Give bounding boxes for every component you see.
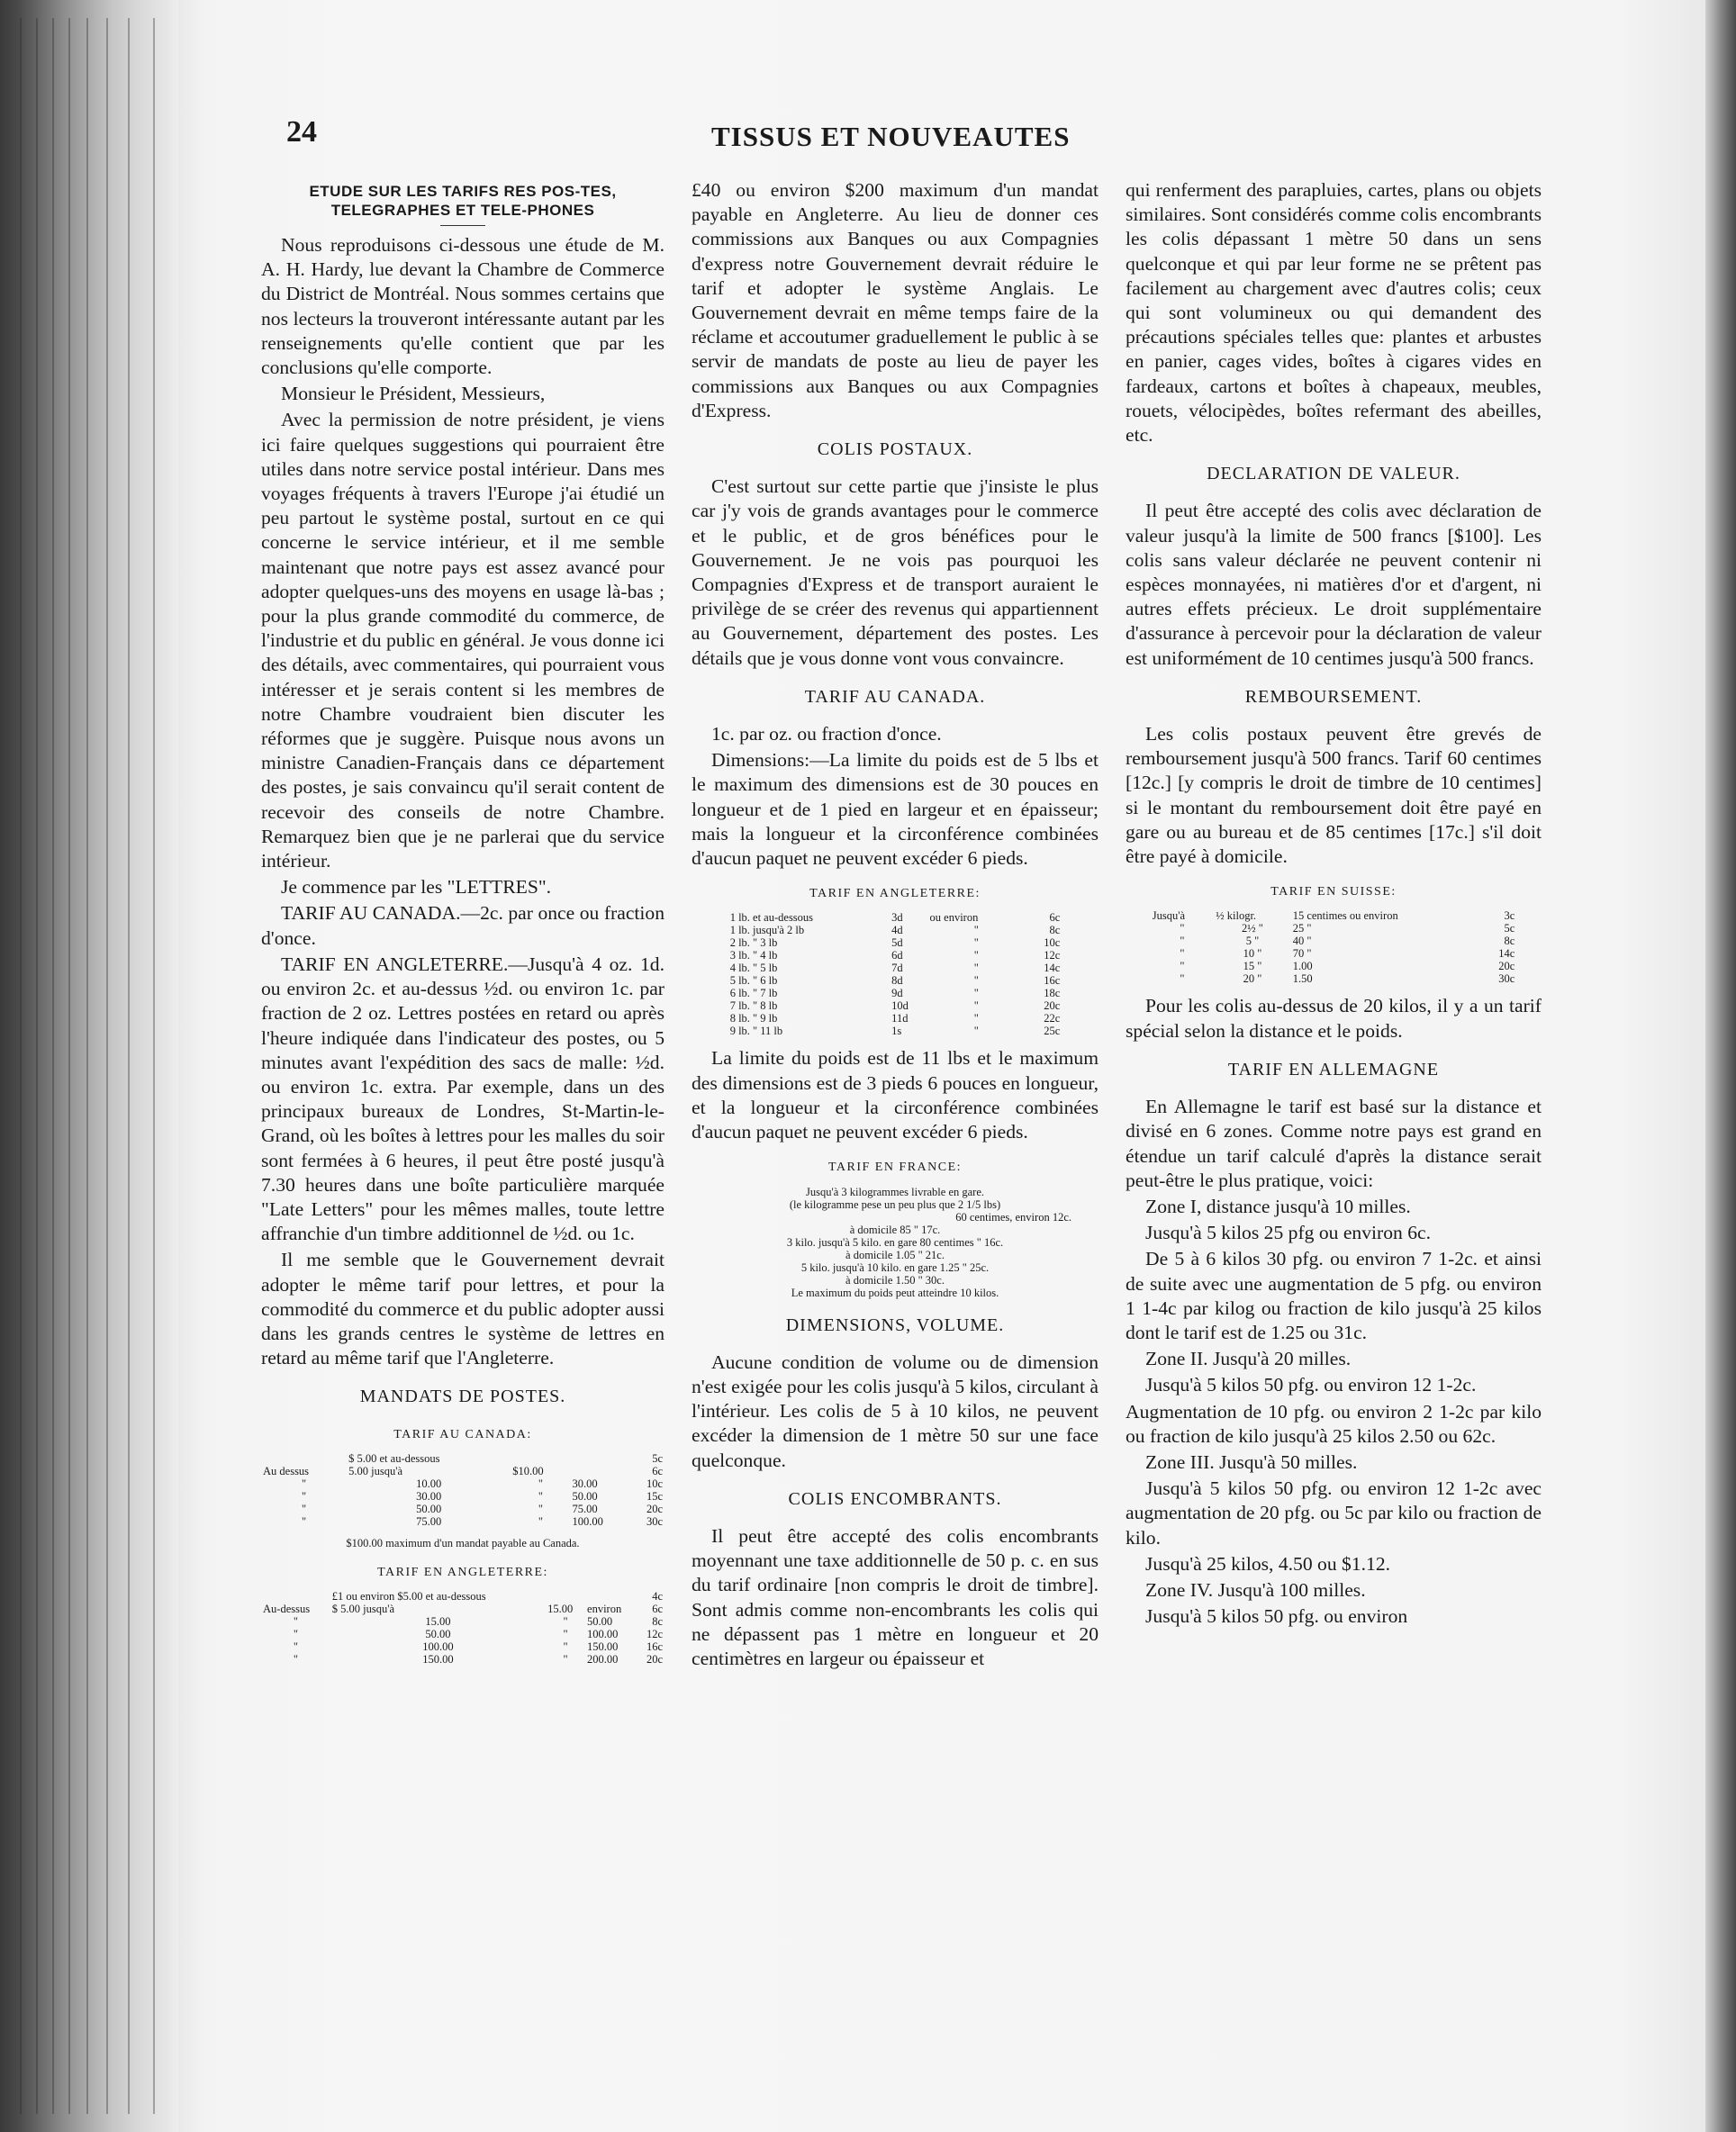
book-page-edges bbox=[0, 0, 180, 2132]
table-cell: 25c bbox=[1044, 1025, 1061, 1038]
paragraph: Jusqu'à 5 kilos 50 pfg. ou environ 12 1-2c avec augmentation de 20 pfg. ou 5c par kilo ou fraction de kilo. bbox=[1126, 1477, 1542, 1549]
paragraph: En Allemagne le tarif est basé sur la distance et divisé en 6 zones. Comme notre pays est grand en étendue un tarif calculé d'après la distance serait peut-être le plus pratique, voici: bbox=[1126, 1096, 1542, 1191]
paragraph: Monsieur le Président, Messieurs, bbox=[281, 383, 546, 405]
paragraph: Jusqu'à 5 kilos 50 pfg. ou environ bbox=[1145, 1605, 1408, 1628]
table-cell: " bbox=[538, 1477, 543, 1490]
table-cell: " bbox=[1180, 960, 1185, 973]
paragraph: Jusqu'à 5 kilos 25 pfg ou environ 6c. bbox=[1145, 1222, 1431, 1244]
colis-angleterre-table bbox=[728, 911, 1062, 1037]
table-cell: 14c bbox=[1498, 947, 1515, 961]
table-cell: " bbox=[302, 1477, 307, 1490]
table-cell: 3d bbox=[891, 911, 903, 925]
table-cell bbox=[571, 1465, 630, 1477]
table-row bbox=[261, 1503, 665, 1515]
page-number: 24 bbox=[286, 115, 317, 149]
mandats-canada-table bbox=[261, 1452, 665, 1528]
table-cell: 6c bbox=[652, 1602, 663, 1615]
table-cell: 5d bbox=[891, 936, 903, 950]
table-row bbox=[1151, 972, 1517, 985]
paragraph: Zone II. Jusqu'à 20 milles. bbox=[1145, 1348, 1352, 1370]
table-cell: 10c bbox=[646, 1477, 663, 1490]
table-cell: 15 " bbox=[1243, 960, 1262, 973]
paragraph: Il peut être accepté des colis avec déclaration de valeur jusqu'à la limite de 500 francs [$100]. Les colis sans valeur déclarée ne peuvent contenir ni espèces monnayées, ni matières d'or et d'argent, ni autres effets précieux. Le droit supplémentaire d'assurance à percevoir pour la déclaration de valeur est uniformément de 10 centimes jusqu'à 500 francs. bbox=[1126, 500, 1542, 669]
table-cell: 1s bbox=[891, 1025, 902, 1038]
table-cell: " bbox=[293, 1614, 298, 1628]
table-row bbox=[728, 962, 1062, 974]
paragraph: Zone III. Jusqu'à 50 milles. bbox=[1145, 1450, 1358, 1473]
table-cell: ou environ bbox=[929, 911, 979, 925]
section-heading-colis: COLIS POSTAUX. bbox=[817, 439, 973, 460]
table-cell: " bbox=[973, 1012, 979, 1025]
paragraph: £40 ou environ $200 maximum d'un mandat payable en Angleterre. Au lieu de donner ces commissions aux Banques ou aux Compagnies d'express notre Gouvernement devrait réduire le tarif et adopter le système Anglais. Le Gouvernement devrait en même temps faire de la réclame et accoutumer graduellement le public à se servir de mandats de poste au lieu de payer les commissions aux Banques ou aux Compagnies d'Express. bbox=[692, 179, 1099, 421]
paragraph: Avec la permission de notre président, je viens ici faire quelques suggestions qui pourraient être utiles dans notre service postal intérieur. Dans mes voyages fréquents à travers l'Europe j'ai étudié un peu partout le système postal, surtout en ce qui concerne le service intérieur, et il me semble maintenant que notre pays est assez avancé pour adopter quelques-uns des moyens en usage là-bas ; pour la plus grande commodité du commerce, de l'industrie et du public en général. Je vous donne ici des détails, avec commentaires, qui pourraient vous intéresser et je serais content si les membres de notre Chambre voudraient bien discuter les réformes que je suggère. Puisque nous avons un ministre Canadien-Français dans ce département des postes, je sais convaincu qu'il serait content de recevoir des conseils de notre Chambre. Remarquez bien que je ne parlerai que du service intérieur. bbox=[261, 409, 665, 872]
table-cell: " bbox=[1180, 922, 1185, 935]
france-rate-table bbox=[692, 1186, 1099, 1299]
section-heading-canada: TARIF AU CANADA. bbox=[804, 686, 986, 707]
table-cell: " bbox=[293, 1627, 298, 1640]
table-row bbox=[728, 1025, 1062, 1037]
table-cell: £1 ou environ $5.00 et au-dessous bbox=[331, 1589, 486, 1603]
table-row bbox=[261, 1653, 665, 1666]
table-cell: " bbox=[973, 949, 979, 962]
table-cell: environ bbox=[587, 1602, 622, 1615]
table-cell: 4 lb. " 5 lb bbox=[729, 962, 778, 975]
table-row bbox=[728, 936, 1062, 949]
table-cell: 1.00 bbox=[1292, 960, 1313, 973]
table-cell: 8c bbox=[1504, 935, 1515, 948]
table-cell: 11d bbox=[891, 1012, 909, 1025]
paragraph: Les colis postaux peuvent être grevés de remboursement jusqu'à 500 francs. Tarif 60 centimes [12c.] [y compris le droit de timbre de 10 centimes] si le montant du remboursement doit être payé en gare ou au bureau et de 85 centimes [17c.] s'il doit être payé à domicile. bbox=[1126, 723, 1542, 868]
table-cell: 20 " bbox=[1243, 972, 1262, 986]
paragraph: Jusqu'à 25 kilos, 4.50 ou $1.12. bbox=[1145, 1552, 1391, 1575]
table-row bbox=[261, 1515, 665, 1528]
table-cell: 16c bbox=[1044, 974, 1061, 988]
table-row bbox=[728, 974, 1062, 987]
paragraph: Je commence par les "LETTRES". bbox=[281, 876, 552, 899]
table-cell: " bbox=[973, 924, 979, 937]
table-cell: 7d bbox=[891, 962, 903, 975]
paragraph: Pour les colis au-dessus de 20 kilos, il y a un tarif spécial selon la distance et le poids. bbox=[1126, 995, 1542, 1042]
table-cell: 70 " bbox=[1292, 947, 1312, 961]
table-row bbox=[1151, 922, 1517, 935]
table-cell: 16c bbox=[646, 1640, 663, 1653]
table-title-suisse: TARIF EN SUISSE: bbox=[1270, 885, 1397, 899]
table-cell: $ 5.00 et au-dessous bbox=[348, 1451, 440, 1465]
table-cell: 9d bbox=[891, 987, 903, 1000]
table-cell: 8c bbox=[1049, 924, 1061, 937]
paragraph: qui renferment des parapluies, cartes, plans ou objets similaires. Sont considérés comme colis encombrants les colis dépassant 1 mètre 50 dans un sens quelconque et qui par leur forme ne se prêtent pas facilement au chargement avec d'autres colis; ceux qui sont volumineux ou qui demandent des précautions spéciales telles que: plantes et arbustes en panier, cages vides, boîtes à cigares vides en fardeaux, cartons et boîtes à chapeaux, meubles, rouets, vélocipèdes, boîtes refermant des abeilles, etc. bbox=[1126, 179, 1542, 447]
table-cell: 5.00 jusqu'à bbox=[348, 1464, 403, 1477]
table-cell: 12c bbox=[646, 1627, 663, 1640]
table-cell: Au-dessus bbox=[263, 1602, 311, 1615]
table-cell: 4d bbox=[891, 924, 903, 937]
table-cell: 4c bbox=[652, 1589, 663, 1603]
table-row bbox=[728, 949, 1062, 962]
table-cell: 2 lb. " 3 lb bbox=[729, 936, 778, 950]
paragraph: 1c. par oz. ou fraction d'once. bbox=[711, 723, 942, 745]
table-cell: " bbox=[563, 1652, 568, 1666]
paragraph: Augmentation de 10 pfg. ou environ 2 1-2c par kilo ou fraction de kilo jusqu'à 25 kilos 2.50 ou 62c. bbox=[1126, 1400, 1542, 1447]
table-row bbox=[261, 1452, 665, 1465]
table-row bbox=[728, 999, 1062, 1012]
table-row bbox=[728, 987, 1062, 999]
table-cell: 15c bbox=[646, 1489, 663, 1503]
table-cell: 8c bbox=[652, 1614, 663, 1628]
column-2 bbox=[692, 178, 1099, 1673]
table-cell: 100.00 bbox=[572, 1514, 603, 1528]
table-cell: 5c bbox=[652, 1451, 663, 1465]
table-cell: 150.00 bbox=[587, 1640, 619, 1653]
table-cell: 6c bbox=[1049, 911, 1061, 925]
article-title: ETUDE SUR LES TARIFS RES POS-TES, TELEGRAPHES ET TELE-PHONES bbox=[309, 183, 617, 219]
table-cell: Au dessus bbox=[263, 1464, 310, 1477]
table-row: Jusqu'à 3 kilogrammes livrable en gare. bbox=[805, 1185, 985, 1198]
table-cell: " bbox=[538, 1502, 543, 1515]
table-cell: " bbox=[973, 1025, 979, 1038]
table-cell bbox=[261, 1590, 330, 1603]
table-cell: $10.00 bbox=[512, 1464, 544, 1477]
table-row bbox=[261, 1477, 665, 1490]
table-cell: 5 lb. " 6 lb bbox=[729, 974, 778, 988]
table-row bbox=[1151, 935, 1517, 947]
table-cell: 15.00 bbox=[547, 1602, 574, 1615]
table-cell: 2½ " bbox=[1242, 922, 1263, 935]
table-cell: " bbox=[563, 1640, 568, 1653]
table-cell: 15.00 bbox=[425, 1614, 451, 1628]
table-cell: 30.00 bbox=[572, 1477, 598, 1490]
table-cell bbox=[261, 1452, 347, 1465]
table-row bbox=[1151, 947, 1517, 960]
table-cell: " bbox=[1180, 947, 1185, 961]
table-row: 60 centimes, environ 12c. bbox=[955, 1210, 1071, 1224]
table-cell: 50.00 bbox=[416, 1502, 442, 1515]
table-cell: 20c bbox=[646, 1652, 663, 1666]
table-row: à domicile 1.50 " 30c. bbox=[845, 1273, 945, 1287]
table-cell: Jusqu'à bbox=[1152, 909, 1185, 923]
table-cell: 18c bbox=[1044, 987, 1061, 1000]
paragraph: De 5 à 6 kilos 30 pfg. ou environ 7 1-2c. et ainsi de suite avec une augmentation de 5 pfg. ou environ 1 1-4c par kilog ou fraction de kilo jusqu'à 25 kilos dont le tarif est de 1.25 ou 31c. bbox=[1126, 1248, 1542, 1343]
table-cell: " bbox=[302, 1514, 307, 1528]
table-cell: 30.00 bbox=[416, 1489, 442, 1503]
table-cell: 6d bbox=[891, 949, 903, 962]
section-heading-allemagne: TARIF EN ALLEMAGNE bbox=[1227, 1059, 1440, 1080]
table-cell: 75.00 bbox=[416, 1514, 442, 1528]
table-cell: 9 lb. " 11 lb bbox=[729, 1025, 783, 1038]
table-cell: 50.00 bbox=[587, 1614, 613, 1628]
table-row bbox=[261, 1490, 665, 1503]
table-cell: $ 5.00 jusqu'à bbox=[331, 1602, 395, 1615]
table-cell: " bbox=[973, 936, 979, 950]
table-cell: 150.00 bbox=[422, 1652, 454, 1666]
table-cell: " bbox=[973, 987, 979, 1000]
table-cell bbox=[511, 1452, 570, 1465]
table-row: 3 kilo. jusqu'à 5 kilo. en gare 80 centimes " 16c. bbox=[786, 1235, 1004, 1249]
table-cell: 20c bbox=[646, 1502, 663, 1515]
table-cell bbox=[585, 1590, 637, 1603]
table-cell: 1 lb. et au-dessous bbox=[729, 911, 814, 925]
paragraph: La limite du poids est de 11 lbs et le maximum des dimensions est de 3 pieds 6 pouces en longueur, et la longueur et la circonférence combinées d'aucun paquet ne peuvent excéder 6 pieds. bbox=[692, 1047, 1099, 1143]
paragraph: Il peut être accepté des colis encombrants moyennant une taxe additionnelle de 50 p. c. en sus du tarif ordinaire [non compris le droit de timbre]. Sont admis comme non-encombrants les colis qui ne dépassent pas 1 mètre en longueur et 20 centimètres en largeur ou épaisseur et bbox=[692, 1524, 1099, 1669]
section-heading-remboursement: REMBOURSEMENT. bbox=[1244, 686, 1423, 707]
table-cell: 20c bbox=[1044, 999, 1061, 1013]
table-cell: 12c bbox=[1044, 949, 1061, 962]
table-title-canada: TARIF AU CANADA: bbox=[393, 1427, 532, 1441]
paragraph: TARIF EN ANGLETERRE.—Jusqu'à 4 oz. 1d. ou environ 2c. et au-dessus ½d. ou environ 1c. par fraction de 2 oz. Lettres postées en retard ou après l'heure indiquée dans l'indicateur des postes, ou 5 minutes avant l'expédition des sacs de malle: ½d. ou environ 1c. extra. Par exemple, dans un des principaux bureaux de Londres, St-Martin-le-Grand, où les boîtes à lettres pour les malles du soir sont fermées à 6 heures, il peut être posté jusqu'à 7.30 heures dans une boîte particulière marquée "Late Letters" pour les mêmes malles, toute lettre affranchie d'un timbre additionnel de ½d. ou 1c. bbox=[261, 953, 665, 1245]
paragraph: TARIF AU CANADA.—2c. par once ou fraction d'once. bbox=[261, 902, 665, 949]
table-cell: 200.00 bbox=[587, 1652, 619, 1666]
table-row bbox=[728, 1012, 1062, 1025]
table-cell: 14c bbox=[1044, 962, 1061, 975]
running-head: TISSUS ET NOUVEAUTES bbox=[711, 121, 1071, 152]
section-heading-encombrants: COLIS ENCOMBRANTS. bbox=[788, 1488, 1002, 1509]
table-row bbox=[728, 924, 1062, 936]
paragraph: Nous reproduisons ci-dessous une étude de M. A. H. Hardy, lue devant la Chambre de Commerce du District de Montréal. Nous sommes certains que nos lecteurs la trouveront intéressante autant par les renseignements qu'elle contient que par les conclusions qu'elle comporte. bbox=[261, 234, 665, 379]
title-rule bbox=[440, 225, 485, 226]
paragraph: Aucune condition de volume ou de dimension n'est exigée pour les colis jusqu'à 5 kilos, circulant à l'intérieur. Les colis de 5 à 10 kilos, ne peuvent excéder la dimension de 1 mètre 50 sur une face quelconque. bbox=[692, 1351, 1099, 1471]
table-cell: 10 " bbox=[1243, 947, 1262, 961]
table-cell: 15 centimes ou environ bbox=[1292, 909, 1398, 923]
table-cell: 8 lb. " 9 lb bbox=[729, 1012, 778, 1025]
table-cell: 6c bbox=[652, 1464, 663, 1477]
table-cell: 8d bbox=[891, 974, 903, 988]
table-cell: " bbox=[293, 1640, 298, 1653]
table-cell: " bbox=[1180, 972, 1185, 986]
table-row bbox=[261, 1628, 665, 1640]
table-cell: " bbox=[538, 1489, 543, 1503]
table-title-angleterre: TARIF EN ANGLETERRE: bbox=[377, 1565, 548, 1579]
table-row bbox=[261, 1465, 665, 1477]
table-cell: " bbox=[1180, 935, 1185, 948]
table-cell: " bbox=[973, 974, 979, 988]
table-title-france: TARIF EN FRANCE: bbox=[827, 1161, 963, 1175]
table-cell: 50.00 bbox=[572, 1489, 598, 1503]
table-cell bbox=[546, 1590, 585, 1603]
table-cell: " bbox=[563, 1614, 568, 1628]
table-cell: " bbox=[973, 999, 979, 1013]
column-3 bbox=[1126, 178, 1542, 1631]
table-row bbox=[1151, 960, 1517, 972]
table-row bbox=[261, 1590, 665, 1603]
paragraph: Il me semble que le Gouvernement devrait adopter le même tarif pour lettres, et pour la commodité du commerce et du public adopter aussi dans les grands centres le système de lettres en retard au même tarif que l'Angleterre. bbox=[261, 1249, 665, 1369]
table-cell: 50.00 bbox=[425, 1627, 451, 1640]
table-cell: 7 lb. " 8 lb bbox=[729, 999, 778, 1013]
table-cell: 20c bbox=[1498, 960, 1515, 973]
table-cell: 10.00 bbox=[416, 1477, 442, 1490]
section-heading-dimensions: DIMENSIONS, VOLUME. bbox=[785, 1314, 1005, 1335]
table-cell: " bbox=[302, 1489, 307, 1503]
table-row: à domicile 1.05 " 21c. bbox=[845, 1248, 945, 1261]
table-cell: 30c bbox=[1498, 972, 1515, 986]
table-cell: 40 " bbox=[1292, 935, 1312, 948]
table-cell: 3c bbox=[1504, 909, 1515, 923]
paragraph: Dimensions:—La limite du poids est de 5 lbs et le maximum des dimensions est de 30 pouces en longueur et de 1 pied en largeur et en épaisseur; mais la longueur et la circonférence combinées d'aucun paquet ne peuvent excéder 6 pieds. bbox=[692, 749, 1099, 870]
table-row bbox=[1151, 909, 1517, 922]
table-cell: " bbox=[302, 1502, 307, 1515]
column-1 bbox=[261, 178, 665, 1675]
suisse-rate-table bbox=[1151, 909, 1517, 985]
table-cell: 100.00 bbox=[587, 1627, 619, 1640]
table-cell: " bbox=[293, 1652, 298, 1666]
table-cell: 5 " bbox=[1245, 935, 1260, 948]
table-cell: 6 lb. " 7 lb bbox=[729, 987, 778, 1000]
table-cell: " bbox=[563, 1627, 568, 1640]
table-cell: ½ kilogr. bbox=[1216, 909, 1257, 923]
table-row: à domicile 85 " 17c. bbox=[849, 1223, 941, 1236]
paragraph: Zone I, distance jusqu'à 10 milles. bbox=[1145, 1195, 1411, 1217]
paragraph: Jusqu'à 5 kilos 50 pfg. ou environ 12 1-2c. bbox=[1145, 1374, 1477, 1396]
section-heading-declaration: DECLARATION DE VALEUR. bbox=[1207, 464, 1460, 484]
table-cell: " bbox=[538, 1514, 543, 1528]
table-cell: 10d bbox=[891, 999, 909, 1013]
table-title-angleterre: TARIF EN ANGLETERRE: bbox=[809, 887, 981, 901]
table-cell: 10c bbox=[1044, 936, 1061, 950]
table-cell: 1 lb. jusqu'à 2 lb bbox=[729, 924, 805, 937]
table-row bbox=[261, 1603, 665, 1615]
table-cell: 25 " bbox=[1292, 922, 1312, 935]
table-row: 5 kilo. jusqu'à 10 kilo. en gare 1.25 " 25c. bbox=[800, 1260, 990, 1274]
table-cell: 3 lb. " 4 lb bbox=[729, 949, 778, 962]
table-note: $100.00 maximum d'un mandat payable au Canada. bbox=[346, 1536, 580, 1549]
binding-shadow bbox=[1705, 0, 1736, 2132]
table-cell: 1.50 bbox=[1292, 972, 1313, 986]
table-row bbox=[728, 911, 1062, 924]
table-row bbox=[261, 1615, 665, 1628]
mandats-angleterre-table bbox=[261, 1590, 665, 1666]
table-cell: 30c bbox=[646, 1514, 663, 1528]
table-cell bbox=[571, 1452, 630, 1465]
section-heading-mandats: MANDATS DE POSTES. bbox=[359, 1387, 566, 1407]
table-row bbox=[261, 1640, 665, 1653]
table-note: Le maximum du poids peut atteindre 10 kilos. bbox=[791, 1286, 999, 1299]
table-row: (le kilogramme pese un peu plus que 2 1/5 lbs) bbox=[789, 1197, 1001, 1211]
table-cell: 100.00 bbox=[422, 1640, 454, 1653]
table-cell: " bbox=[973, 962, 979, 975]
table-cell: 5c bbox=[1504, 922, 1515, 935]
table-cell: 75.00 bbox=[572, 1502, 598, 1515]
paragraph: Zone IV. Jusqu'à 100 milles. bbox=[1145, 1578, 1366, 1601]
table-cell: 22c bbox=[1044, 1012, 1061, 1025]
paragraph: C'est surtout sur cette partie que j'insiste le plus car j'y vois de grands avantages pour le commerce et le public, et de gros bénéfices pour le Gouvernement. Je ne vois pas pourquoi les Compagnies d'Express et de transport auraient le privilège de se créer des revenus qui appartiennent au Gouvernement, département des postes. Les détails que je vous donne vont vous convaincre. bbox=[692, 475, 1099, 669]
